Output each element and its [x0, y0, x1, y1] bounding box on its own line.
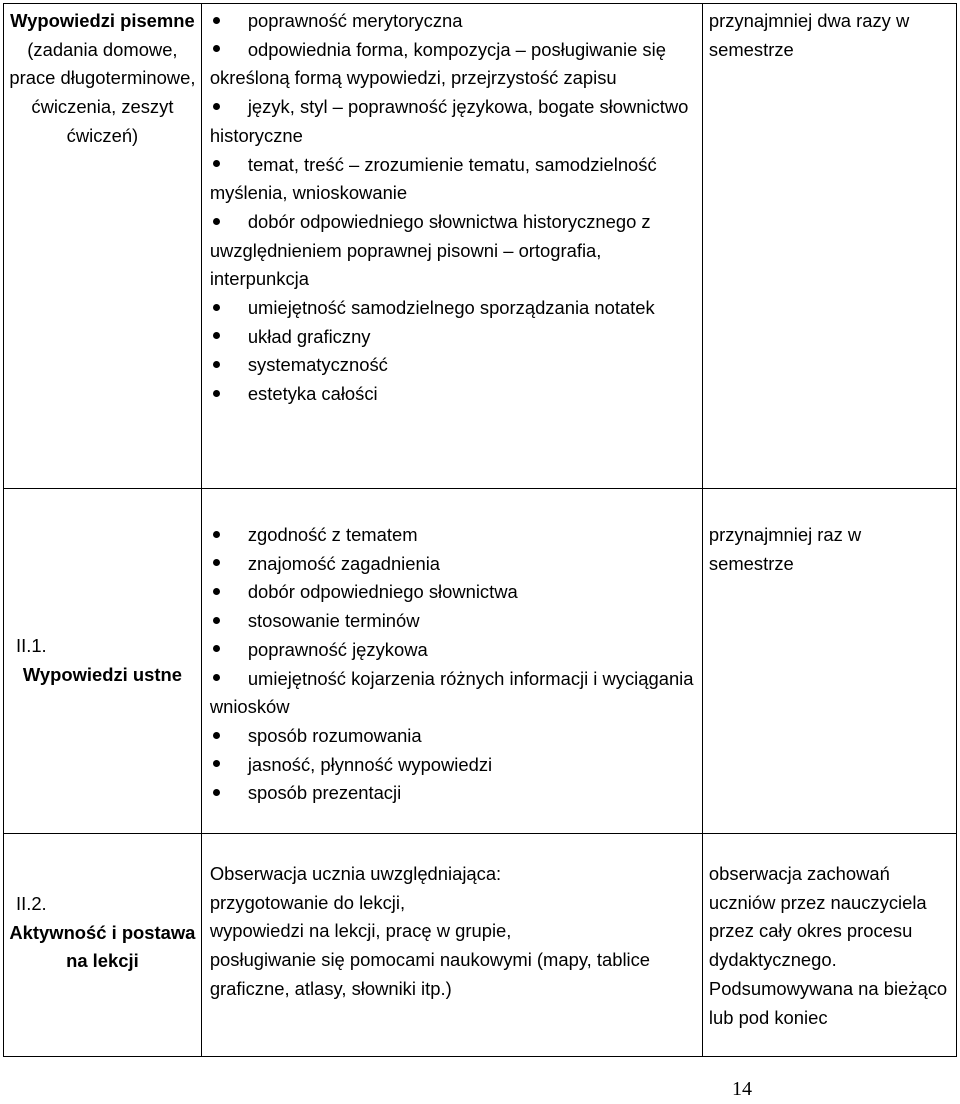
bullet-icon — [213, 617, 220, 624]
frequency-text: przynajmniej dwa razy w semestrze — [708, 10, 910, 60]
list-item: jasność, płynność wypowiedzi — [210, 751, 696, 780]
list-item: systematyczność — [210, 351, 696, 380]
bullet-icon — [213, 103, 220, 110]
list-item: zgodność z tematem — [210, 521, 696, 550]
section-number: II.1. — [16, 635, 47, 657]
list-item: poprawność merytoryczna — [210, 7, 696, 36]
list-item: temat, treść – zrozumienie tematu, samodzielność myślenia, wnioskowanie — [209, 153, 657, 204]
bullet-icon — [213, 531, 220, 538]
bullet-icon — [213, 17, 220, 24]
observation-cell — [201, 834, 702, 1057]
table-row — [4, 489, 957, 834]
list-item: poprawność językowa — [210, 636, 696, 665]
bullet-icon — [213, 645, 220, 652]
frequency-cell — [702, 489, 956, 834]
list-item: sposób prezentacji — [210, 779, 696, 808]
criteria-cell — [201, 489, 702, 834]
bullet-icon — [213, 361, 220, 368]
observation-line: posługiwanie się pomocami naukowymi (mapy, tablice graficzne, atlasy, słowniki itp.) — [209, 949, 651, 999]
table-row — [4, 834, 957, 1057]
list-item: układ graficzny — [210, 323, 696, 352]
observation-line: wypowiedzi na lekcji, pracę w grupie, — [209, 920, 512, 942]
form-cell — [4, 4, 202, 489]
bullet-icon — [213, 304, 220, 311]
bullet-icon — [213, 45, 220, 52]
criteria-list — [210, 7, 696, 409]
list-item: dobór odpowiedniego słownictwa historycznego z uwzględnieniem poprawnej pisowni – ortografia, interpunkcja — [209, 210, 651, 290]
form-title: Wypowiedzi pisemne — [10, 10, 195, 31]
bullet-icon — [213, 732, 220, 739]
form-cell — [4, 834, 202, 1057]
frequency-text: przynajmniej raz w semestrze — [708, 524, 862, 574]
assessment-table — [3, 3, 957, 1057]
bullet-icon — [213, 588, 220, 595]
bullet-icon — [213, 390, 220, 397]
section-number: II.2. — [16, 893, 47, 914]
table-row — [4, 4, 957, 489]
list-item: umiejętność kojarzenia różnych informacji i wyciągania wniosków — [209, 667, 694, 718]
form-details: (zadania domowe, prace długoterminowe, ćwiczenia, zeszyt ćwiczeń) — [9, 38, 196, 146]
criteria-cell — [201, 4, 702, 489]
observation-line: Obserwacja ucznia uwzględniająca: — [209, 863, 502, 884]
criteria-list — [210, 521, 696, 808]
bullet-icon — [213, 559, 220, 566]
bullet-icon — [213, 760, 220, 767]
list-item: estetyka całości — [210, 380, 696, 409]
bullet-icon — [213, 160, 220, 167]
bullet-icon — [213, 674, 220, 681]
frequency-cell — [702, 4, 956, 489]
form-title: Wypowiedzi ustne — [22, 664, 182, 685]
form-cell — [4, 489, 202, 834]
observation-line: przygotowanie do lekcji, — [209, 891, 406, 913]
page-number: 14 — [732, 1078, 752, 1100]
frequency-text: obserwacja zachowań uczniów przez nauczyciela przez cały okres procesu dydaktycznego. Podsumowywana na bieżąco lub pod koniec — [708, 863, 948, 1028]
list-item: umiejętność samodzielnego sporządzania notatek — [210, 294, 696, 323]
form-title: Aktywność i postawa na lekcji — [9, 921, 196, 972]
bullet-icon — [213, 789, 220, 796]
list-item: dobór odpowiedniego słownictwa — [210, 578, 696, 607]
frequency-cell — [702, 834, 956, 1057]
list-item: znajomość zagadnienia — [210, 550, 696, 579]
bullet-icon — [213, 218, 220, 225]
list-item: odpowiednia forma, kompozycja – posługiwanie się określoną formą wypowiedzi, przejrzystość zapisu — [209, 38, 666, 89]
list-item: stosowanie terminów — [210, 607, 696, 636]
list-item: sposób rozumowania — [210, 722, 696, 751]
list-item: język, styl – poprawność językowa, bogate słownictwo historyczne — [209, 96, 689, 146]
bullet-icon — [213, 332, 220, 339]
